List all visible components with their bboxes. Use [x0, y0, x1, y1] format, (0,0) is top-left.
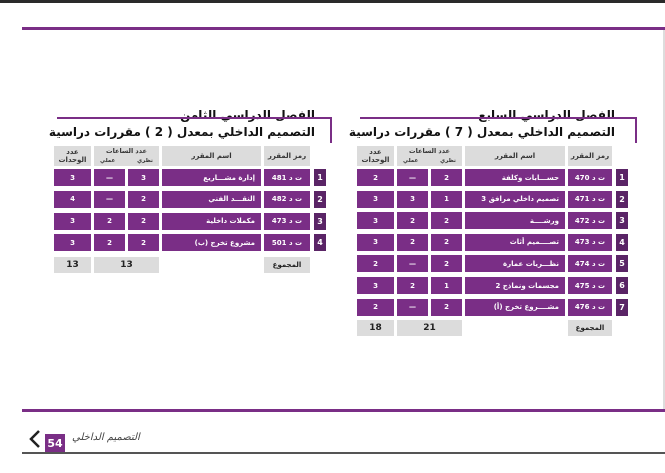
units-cell: 3 — [54, 234, 91, 251]
total-label: المجموع — [264, 257, 310, 273]
header-hours — [397, 146, 462, 166]
theory-hours-cell: 1 — [431, 191, 462, 208]
row-number: 4 — [616, 234, 628, 251]
units-cell: 3 — [54, 169, 91, 186]
course-name-cell: تصميم داخلي مرافق 3 — [465, 191, 565, 208]
header-theory: نظري — [137, 158, 153, 164]
header-hours-label: عدد الساعات — [409, 147, 450, 155]
units-cell: 3 — [357, 277, 394, 294]
row-number: 1 — [314, 169, 326, 186]
header-course-name: اسم المقرر — [162, 146, 261, 166]
total-units: 13 — [54, 257, 91, 273]
header-course-code: رمز المقرر — [264, 146, 310, 166]
practical-hours-cell: — — [94, 169, 125, 186]
practical-hours-cell: 2 — [397, 277, 428, 294]
course-code-cell: ت د 474 — [568, 255, 612, 272]
course-code-cell: ت د 472 — [568, 212, 612, 229]
semester-eight-subtitle: التصميم الداخلي بمعدل ( 2 ) مقررات دراسية — [48, 125, 315, 139]
theory-hours-cell: 1 — [431, 277, 462, 294]
course-name-cell: إدارة مشـــاريع — [162, 169, 261, 186]
theory-hours-cell: 2 — [128, 191, 159, 208]
practical-hours-cell: — — [397, 255, 428, 272]
course-name-cell: مجسمات ونماذج 2 — [465, 277, 565, 294]
row-number: 5 — [616, 255, 628, 272]
course-name-cell: تصــــميم أثاث — [465, 234, 565, 251]
header-course-name: اسم المقرر — [465, 146, 565, 166]
units-cell: 4 — [54, 191, 91, 208]
units-cell: 3 — [357, 191, 394, 208]
course-name-cell: ورشــــة — [465, 212, 565, 229]
course-name-cell: حســـابات وكلفة — [465, 169, 565, 186]
theory-hours-cell: 2 — [128, 213, 159, 230]
top-border — [0, 0, 665, 3]
header-theory: نظري — [440, 158, 456, 164]
practical-hours-cell: — — [94, 191, 125, 208]
units-cell: 2 — [357, 299, 394, 316]
course-code-cell: ت د 476 — [568, 299, 612, 316]
course-code-cell: ت د 475 — [568, 277, 612, 294]
total-hours: 13 — [94, 257, 159, 273]
theory-hours-cell: 3 — [128, 169, 159, 186]
course-code-cell: ت د 501 — [264, 234, 310, 251]
course-code-cell: ت د 473 — [264, 213, 310, 230]
course-name-cell: النقـــد الفني — [162, 191, 261, 208]
course-code-cell: ت د 481 — [264, 169, 310, 186]
theory-hours-cell: 2 — [431, 299, 462, 316]
row-number: 4 — [314, 234, 326, 251]
semester-seven-subtitle: التصميم الداخلي بمعدل ( 7 ) مقررات دراسية — [348, 125, 615, 139]
header-units: عدد الوحدات — [357, 146, 394, 166]
units-cell: 3 — [54, 213, 91, 230]
course-code-cell: ت د 470 — [568, 169, 612, 186]
header-course-code: رمز المقرر — [568, 146, 612, 166]
bottom-border — [22, 452, 665, 454]
practical-hours-cell: — — [397, 169, 428, 186]
total-label: المجموع — [568, 320, 612, 336]
theory-hours-cell: 2 — [431, 234, 462, 251]
theory-hours-cell: 2 — [431, 212, 462, 229]
header-hours-label: عدد الساعات — [106, 147, 147, 155]
header-hours — [94, 146, 159, 166]
footer-logo-script: التصميم الداخلي — [72, 432, 140, 443]
practical-hours-cell: 2 — [94, 213, 125, 230]
practical-hours-cell: 3 — [397, 191, 428, 208]
semester-eight-title: الفصل الدراسي الثامن — [180, 108, 315, 122]
row-number: 6 — [616, 277, 628, 294]
practical-hours-cell: 2 — [397, 234, 428, 251]
header-practical: عملي — [403, 158, 419, 164]
theory-hours-cell: 2 — [431, 255, 462, 272]
theory-hours-cell: 2 — [128, 234, 159, 251]
top-purple-rule — [22, 27, 665, 30]
course-code-cell: ت د 482 — [264, 191, 310, 208]
practical-hours-cell: 2 — [94, 234, 125, 251]
row-number: 1 — [616, 169, 628, 186]
course-name-cell: مشــــروع تخرج (أ) — [465, 299, 565, 316]
header-units: عدد الوحدات — [54, 146, 91, 166]
total-units: 18 — [357, 320, 394, 336]
total-hours: 21 — [397, 320, 462, 336]
course-code-cell: ت د 471 — [568, 191, 612, 208]
bottom-purple-rule — [22, 409, 665, 412]
course-code-cell: ت د 473 — [568, 234, 612, 251]
practical-hours-cell: — — [397, 299, 428, 316]
theory-hours-cell: 2 — [431, 169, 462, 186]
units-cell: 2 — [357, 255, 394, 272]
row-number: 2 — [314, 191, 326, 208]
units-cell: 3 — [357, 234, 394, 251]
header-practical: عملي — [100, 158, 116, 164]
semester-seven-title: الفصل الدراسي السابع — [478, 108, 615, 122]
row-number: 2 — [616, 191, 628, 208]
course-name-cell: مكملات داخلية — [162, 213, 261, 230]
units-cell: 3 — [357, 212, 394, 229]
course-name-cell: مشروع تخرج (ب) — [162, 234, 261, 251]
practical-hours-cell: 2 — [397, 212, 428, 229]
row-number: 7 — [616, 299, 628, 316]
course-name-cell: نظـــريات عمارة — [465, 255, 565, 272]
units-cell: 2 — [357, 169, 394, 186]
row-number: 3 — [314, 213, 326, 230]
page-number: 54 — [45, 434, 65, 453]
row-number: 3 — [616, 212, 628, 229]
chevron-left-icon[interactable] — [26, 428, 44, 450]
